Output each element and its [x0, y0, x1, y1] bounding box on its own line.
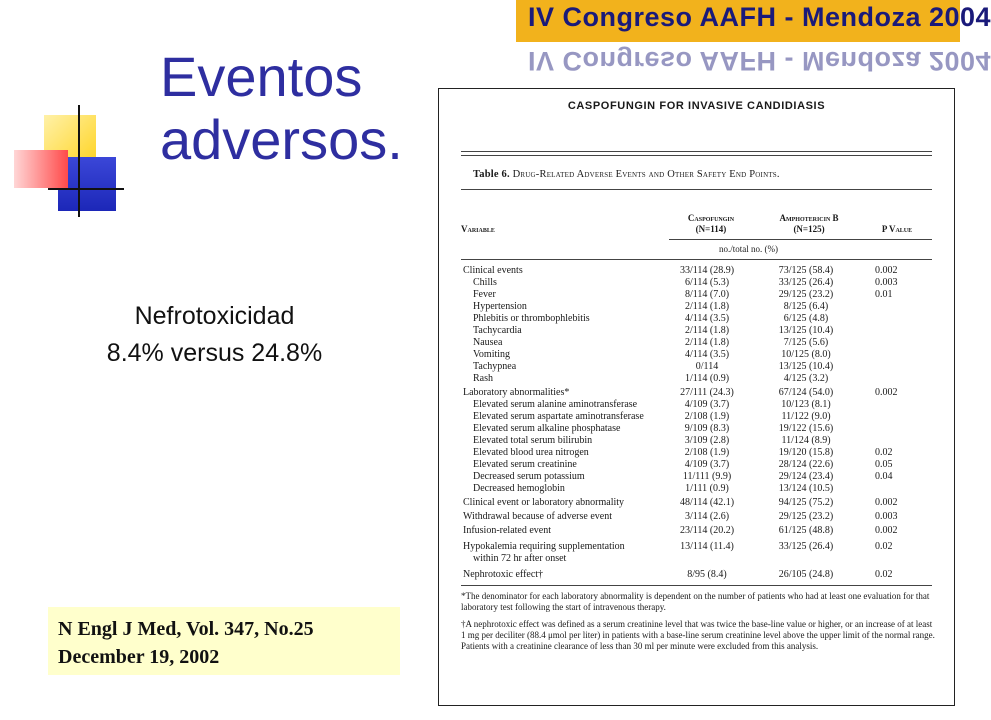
rule-under-units	[461, 259, 932, 260]
table-row	[439, 525, 956, 537]
amphotericin-value: 19/120 (15.8)	[778, 447, 834, 458]
neph-label: Nefrotoxicidad	[134, 302, 295, 330]
amphotericin-value: 10/123 (8.1)	[781, 399, 831, 410]
table-row	[439, 411, 956, 423]
p-value: 0.002	[875, 387, 898, 398]
row-label: Tachypnea	[473, 361, 517, 372]
p-value: 0.04	[875, 471, 893, 482]
p-value: 0.002	[875, 525, 898, 536]
banner-reflection: IV Congreso AAFH - Mendoza 2004	[528, 46, 991, 76]
row-label: Nausea	[473, 337, 503, 348]
amphotericin-value: 13/125 (10.4)	[778, 325, 834, 336]
caspofungin-value: 3/109 (2.8)	[684, 435, 730, 446]
banner-text: IV Congreso AAFH - Mendoza 2004	[528, 2, 991, 32]
amphotericin-value: 61/125 (48.8)	[778, 525, 834, 536]
table-row	[439, 361, 956, 373]
amphotericin-value: 29/124 (23.4)	[778, 471, 834, 482]
caspofungin-value: 2/114 (1.8)	[684, 301, 730, 312]
caspofungin-value: 11/111 (9.9)	[682, 471, 732, 482]
table-row	[439, 435, 956, 447]
decorative-squares	[0, 95, 150, 225]
row-label: Hypertension	[473, 301, 527, 312]
caspofungin-value: 8/114 (7.0)	[684, 289, 730, 300]
neph-values: 8.4% versus 24.8%	[106, 339, 323, 367]
table-row	[439, 459, 956, 471]
p-value: 0.02	[875, 569, 893, 580]
amphotericin-value: 13/125 (10.4)	[778, 361, 834, 372]
p-value: 0.05	[875, 459, 893, 470]
caspofungin-value: 9/109 (8.3)	[684, 423, 730, 434]
conference-banner	[516, 0, 991, 76]
caspofungin-value: 33/114 (28.9)	[679, 265, 735, 276]
table-row	[439, 511, 956, 523]
vertical-line	[78, 105, 80, 217]
col-caspofungin	[671, 213, 751, 235]
journal-table-image	[438, 88, 955, 706]
rule-under-headers	[669, 239, 932, 240]
caspofungin-value: 4/109 (3.7)	[684, 399, 730, 410]
row-label: Decreased serum potassium	[473, 471, 585, 482]
table-row	[439, 399, 956, 411]
amphotericin-value: 11/122 (9.0)	[781, 411, 831, 422]
row-label: Elevated blood urea nitrogen	[473, 447, 589, 458]
row-label: Infusion-related event	[463, 525, 552, 536]
footnote-2: †A nephrotoxic effect was defined as a serum creatinine level that was twice the base-line value or higher, or an increase of at least 1 mg per deciliter (88.4 μmol per liter) in patients with a base-line serum creatinine level above the upper limit of the normal range. Patients with a creatinine clearance of less than 30 ml per minute were excluded from this analysis.	[461, 619, 935, 651]
caspofungin-value: 48/114 (42.1)	[679, 497, 735, 508]
row-label: Fever	[473, 289, 496, 300]
caspofungin-value: 8/95 (8.4)	[687, 569, 727, 580]
table-row	[439, 423, 956, 435]
table-row	[439, 301, 956, 313]
col-p-value: P Value	[881, 224, 913, 234]
caspofungin-value: 27/111 (24.3)	[680, 387, 734, 398]
p-value: 0.002	[875, 265, 898, 276]
table-row	[439, 349, 956, 361]
amphotericin-value: 73/125 (58.4)	[778, 265, 834, 276]
row-label: Vomiting	[473, 349, 511, 360]
table-row	[439, 373, 956, 385]
amphotericin-value: 13/124 (10.5)	[778, 483, 834, 494]
amphotericin-value: 29/125 (23.2)	[778, 511, 834, 522]
rule-top-2	[461, 155, 932, 156]
row-label: Phlebitis or thrombophlebitis	[473, 313, 590, 324]
table-row	[439, 277, 956, 289]
caspofungin-value: 1/111 (0.9)	[685, 483, 729, 494]
table-row	[439, 569, 956, 581]
row-label: Chills	[473, 277, 497, 288]
table-row	[439, 471, 956, 483]
amphotericin-value: 94/125 (75.2)	[778, 497, 834, 508]
caspofungin-value: 3/114 (2.6)	[684, 511, 730, 522]
amphotericin-value: 33/125 (26.4)	[778, 277, 834, 288]
p-value: 0.003	[875, 277, 898, 288]
table-row	[439, 497, 956, 509]
row-label: Elevated serum aspartate aminotransferase	[473, 411, 644, 422]
caspofungin-value: 4/109 (3.7)	[684, 459, 730, 470]
caspofungin-value: 0/114	[695, 361, 719, 372]
table-row	[439, 541, 956, 553]
p-value: 0.01	[875, 289, 893, 300]
table-row	[439, 553, 956, 565]
amphotericin-value: 28/124 (22.6)	[778, 459, 834, 470]
table-row	[439, 313, 956, 325]
caspofungin-value: 2/108 (1.9)	[684, 411, 730, 422]
table-title	[473, 169, 780, 180]
footnote-1: *The denominator for each laboratory abnormality is dependent on the number of patients who had at least one evaluation for that laboratory test following the start of intravenous therapy.	[461, 591, 930, 612]
caspofungin-value: 2/114 (1.8)	[684, 337, 730, 348]
amphotericin-value: 8/125 (6.4)	[783, 301, 829, 312]
col-variable: Variable	[461, 224, 495, 234]
row-label: Clinical events	[463, 265, 523, 276]
p-value: 0.02	[875, 447, 893, 458]
row-label: Elevated serum alkaline phosphatase	[473, 423, 621, 434]
amphotericin-value: 6/125 (4.8)	[783, 313, 829, 324]
table-row	[439, 483, 956, 495]
rule-top-1	[461, 151, 932, 152]
rule-under-title	[461, 189, 932, 190]
row-label: Withdrawal because of adverse event	[463, 511, 612, 522]
row-label: Laboratory abnormalities*	[463, 387, 570, 398]
row-label: within 72 hr after onset	[473, 553, 567, 564]
citation-line-2: December 19, 2002	[58, 646, 220, 668]
amphotericin-value: 29/125 (23.2)	[778, 289, 834, 300]
col-ampho-name: Amphotericin B	[779, 213, 839, 223]
amphotericin-value: 11/124 (8.9)	[781, 435, 831, 446]
caspofungin-value: 6/114 (5.3)	[684, 277, 730, 288]
row-label: Hypokalemia requiring supplementation	[463, 541, 625, 552]
row-label: Tachycardia	[473, 325, 522, 336]
caspofungin-value: 2/108 (1.9)	[684, 447, 730, 458]
table-row	[439, 265, 956, 277]
amphotericin-value: 67/124 (54.0)	[778, 387, 834, 398]
p-value: 0.003	[875, 511, 898, 522]
nephrotoxicity-summary	[62, 298, 367, 372]
running-head: CASPOFUNGIN FOR INVASIVE CANDIDIASIS	[567, 100, 826, 112]
col-ampho-n: (N=125)	[793, 224, 825, 234]
amphotericin-value: 4/125 (3.2)	[783, 373, 829, 384]
citation-line-1: N Engl J Med, Vol. 347, No.25	[58, 618, 314, 640]
table-row	[439, 447, 956, 459]
p-value: 0.002	[875, 497, 898, 508]
slide-title	[160, 45, 403, 171]
citation-box	[48, 607, 400, 675]
table-number: Table 6.	[473, 169, 510, 180]
table-row	[439, 325, 956, 337]
amphotericin-value: 26/105 (24.8)	[778, 569, 834, 580]
amphotericin-value: 10/125 (8.0)	[781, 349, 831, 360]
title-line-2: adversos.	[160, 108, 403, 171]
caspofungin-value: 4/114 (3.5)	[684, 313, 730, 324]
title-line-1: Eventos	[160, 45, 363, 108]
row-label: Decreased hemoglobin	[473, 483, 565, 494]
p-value: 0.02	[875, 541, 893, 552]
row-label: Rash	[473, 373, 493, 384]
rule-bottom	[461, 585, 932, 586]
caspofungin-value: 4/114 (3.5)	[684, 349, 730, 360]
row-label: Clinical event or laboratory abnormality	[463, 497, 625, 508]
row-label: Elevated total serum bilirubin	[473, 435, 593, 446]
table-row	[439, 337, 956, 349]
horizontal-line	[48, 188, 124, 190]
units-label: no./total no. (%)	[719, 244, 778, 254]
col-casp-name: Caspofungin	[687, 213, 735, 223]
col-casp-n: (N=114)	[695, 224, 727, 234]
amphotericin-value: 7/125 (5.6)	[783, 337, 829, 348]
caspofungin-value: 1/114 (0.9)	[684, 373, 730, 384]
col-amphotericin	[765, 213, 853, 235]
red-square	[14, 150, 68, 188]
row-label: Elevated serum creatinine	[473, 459, 577, 470]
caspofungin-value: 2/114 (1.8)	[684, 325, 730, 336]
amphotericin-value: 19/122 (15.6)	[778, 423, 834, 434]
caspofungin-value: 23/114 (20.2)	[679, 525, 735, 536]
caspofungin-value: 13/114 (11.4)	[680, 541, 734, 552]
table-row	[439, 387, 956, 399]
table-title-text: Drug-Related Adverse Events and Other Safety End Points.	[512, 169, 780, 180]
row-label: Elevated serum alanine aminotransferase	[473, 399, 638, 410]
table-row	[439, 289, 956, 301]
row-label: Nephrotoxic effect†	[463, 569, 544, 580]
amphotericin-value: 33/125 (26.4)	[778, 541, 834, 552]
